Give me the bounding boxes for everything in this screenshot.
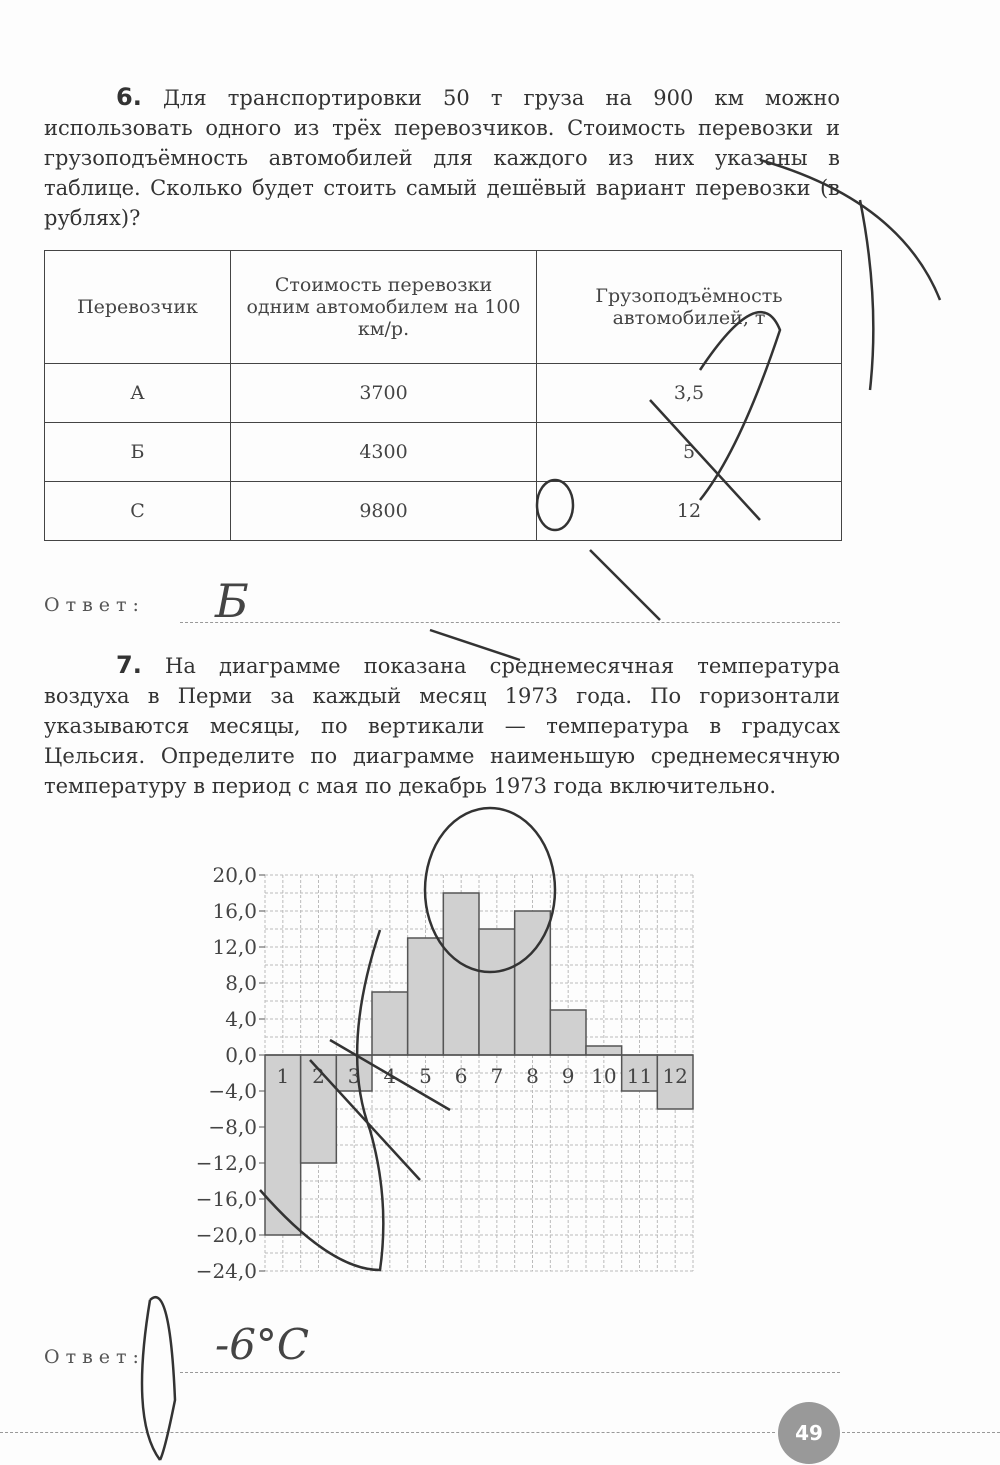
task7-body: На диаграмме показана среднемесячная температура воздуха в Перми за каждый месяц 1973 года. По горизонтали указываются месяцы, по вертикали — температура в градусах Цельсия. Определите по диаграмме наименьшую среднемесячную температуру в период с мая по декабрь 1973 года включительно. bbox=[44, 654, 840, 798]
answer-label: Ответ: bbox=[44, 1346, 145, 1368]
cell: 5 bbox=[537, 423, 842, 482]
y-tick-label: 0,0 bbox=[225, 1043, 257, 1067]
cell: 9800 bbox=[231, 482, 537, 541]
y-tick-label: −8,0 bbox=[208, 1115, 257, 1139]
x-tick-label: 5 bbox=[419, 1064, 432, 1088]
header-cell: Стоимость перевозки одним автомобилем на 100 км/р. bbox=[231, 251, 537, 364]
task7-number: 7. bbox=[116, 651, 142, 679]
cell: 3700 bbox=[231, 364, 537, 423]
pen-stroke bbox=[142, 930, 450, 1460]
page-number: 49 bbox=[778, 1402, 840, 1464]
x-tick-label: 12 bbox=[662, 1064, 688, 1088]
task6-body: Для транспортировки 50 т груза на 900 км можно использовать одного из трёх перевозчиков. Стоимость перевозки и грузоподъёмность автомобилей для каждого из них указаны в таблице. Сколько будет стоить самый дешёвый вариант перевозки (в рублях)? bbox=[44, 86, 840, 230]
x-tick-label: 9 bbox=[561, 1064, 575, 1088]
cell: Б bbox=[45, 423, 231, 482]
task6-number: 6. bbox=[116, 83, 142, 111]
y-tick-label: −16,0 bbox=[195, 1187, 257, 1211]
x-tick-label: 8 bbox=[526, 1064, 539, 1088]
y-tick-label: 12,0 bbox=[212, 935, 257, 959]
handwritten-answer: -6°C bbox=[215, 1320, 310, 1369]
pen-circle bbox=[425, 808, 555, 972]
y-tick-label: −24,0 bbox=[195, 1259, 257, 1283]
header-cell: Грузоподъёмность автомобилей, т bbox=[537, 251, 842, 364]
handwritten-answer: Б bbox=[215, 574, 249, 628]
x-tick-label: 3 bbox=[347, 1064, 361, 1088]
cell: С bbox=[45, 482, 231, 541]
x-tick-label: 6 bbox=[454, 1064, 468, 1088]
y-tick-label: 4,0 bbox=[225, 1007, 257, 1031]
cell: 3,5 bbox=[537, 364, 842, 423]
y-tick-label: −4,0 bbox=[208, 1079, 257, 1103]
cell: А bbox=[45, 364, 231, 423]
pen-stroke bbox=[430, 160, 940, 660]
x-tick-label: 1 bbox=[276, 1064, 290, 1088]
y-tick-label: −20,0 bbox=[195, 1223, 257, 1247]
x-tick-label: 10 bbox=[591, 1064, 617, 1088]
y-tick-label: 16,0 bbox=[212, 899, 257, 923]
y-tick-label: 8,0 bbox=[225, 971, 257, 995]
pen-circle bbox=[537, 480, 573, 530]
answer-label: Ответ: bbox=[44, 594, 145, 616]
y-tick-label: −12,0 bbox=[195, 1151, 257, 1175]
x-tick-label: 7 bbox=[490, 1064, 504, 1088]
x-tick-label: 4 bbox=[383, 1064, 397, 1088]
cell: 4300 bbox=[231, 423, 537, 482]
y-tick-label: 20,0 bbox=[212, 863, 257, 887]
x-tick-label: 2 bbox=[312, 1064, 325, 1088]
x-tick-label: 11 bbox=[626, 1064, 653, 1088]
cell: 12 bbox=[537, 482, 842, 541]
header-cell: Перевозчик bbox=[45, 251, 231, 364]
